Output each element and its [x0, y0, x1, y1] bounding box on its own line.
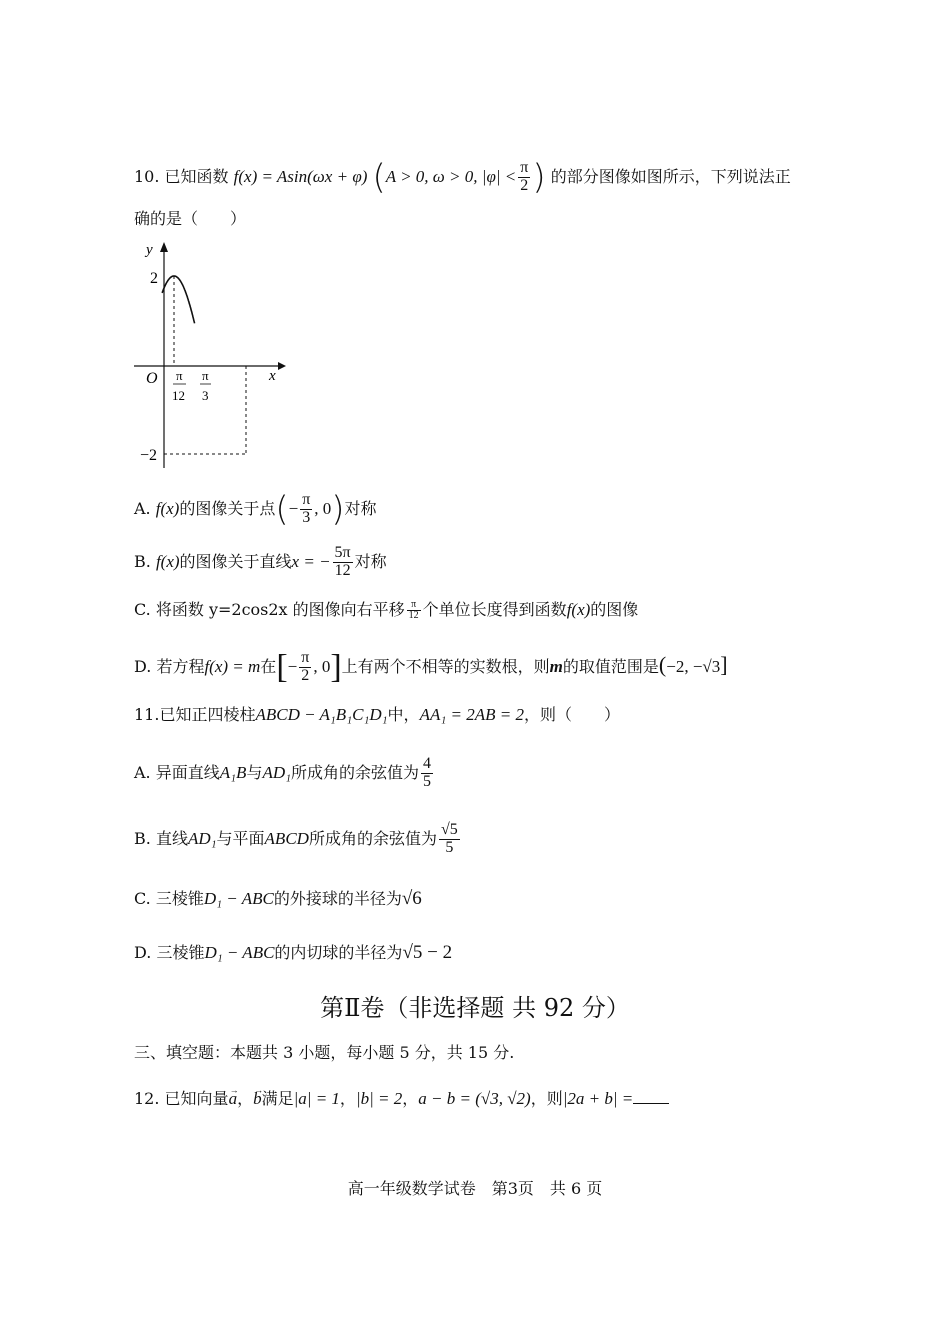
q10-text2: 的部分图像如图所示，下列说法正: [550, 166, 791, 186]
q10-option-c-frac-num: π: [407, 600, 421, 612]
q10-text3: 确的是（ ）: [134, 209, 247, 228]
q11-option-b-fraction: [439, 822, 460, 857]
q10-option-a-point-rest: , 0: [314, 498, 332, 518]
y-min-label: −2: [140, 447, 158, 464]
y-axis-label: y: [146, 242, 153, 258]
q11-option-c-value: √6: [401, 888, 422, 909]
origin-label: O: [146, 370, 158, 387]
q11-option-a: [134, 756, 435, 791]
tick1-denominator: 12: [172, 388, 185, 403]
q12-vector-b: → b: [253, 1086, 262, 1112]
q10-option-a-fx: f(x): [155, 498, 180, 518]
q11-option-a-line2: AD₁: [262, 762, 292, 782]
q10-option-c-fx: f(x): [566, 600, 591, 619]
sine-curve: [162, 276, 195, 323]
q10-option-d-label: D.: [134, 656, 152, 676]
q10-option-d-equation: f(x) = m: [204, 656, 261, 676]
q10-option-c-text1: 将函数 y=2cos2x 的图像向右平移: [155, 600, 405, 619]
q11-option-a-text2: 与: [246, 762, 263, 782]
q10-option-d-frac-num: π: [301, 649, 310, 666]
q10-function-graph: [130, 238, 290, 470]
q10-option-d-minus: −: [287, 656, 298, 676]
q11-option-b-label: B.: [134, 828, 151, 848]
q11-option-c: [134, 886, 422, 912]
q10-option-b-frac-num: 5π: [334, 544, 351, 561]
q10-option-a-label: A.: [134, 498, 151, 518]
q11-prism: ABCD − A₁B₁C₁D₁: [255, 705, 388, 724]
part3-heading: 三、填空题：本题共 3 小题，每小题 5 分，共 15 分.: [134, 1043, 515, 1062]
q10-option-b-text1: 的图像关于直线: [179, 551, 292, 571]
q11-option-a-text1: 异面直线: [155, 762, 220, 782]
q10-option-c-label: C.: [134, 600, 151, 619]
q11-option-b-text3: 所成角的余弦值为: [308, 828, 437, 848]
q10-option-d-range-close: ]: [720, 651, 728, 677]
q11-option-b-frac-num: √5: [440, 821, 458, 838]
q11-option-d-value: √5 − 2: [402, 942, 453, 963]
q11-option-a-text3: 所成角的余弦值为: [291, 762, 420, 782]
q11-option-b: [134, 822, 462, 857]
tick1-numerator: π: [176, 368, 183, 383]
q11-option-a-frac-num: 4: [423, 755, 432, 772]
q11-option-b-text2: 与平面: [216, 828, 265, 848]
q10-cond-frac-den: 2: [520, 176, 529, 194]
q10-option-a-paren-open: (: [275, 489, 289, 530]
q11-stem: [134, 702, 620, 728]
q10-option-d-fraction: [299, 650, 311, 685]
q10-option-c-frac-den: 12: [408, 610, 419, 621]
q10-option-a-frac-den: 3: [302, 508, 311, 526]
q10-option-d-text1: 若方程: [156, 656, 205, 676]
q10-paren-open: (: [372, 157, 386, 198]
q10-paren-close: ): [532, 157, 546, 198]
tick2-numerator: π: [202, 368, 209, 383]
q11-option-d-pyramid: D₁ − ABC: [204, 943, 275, 962]
q10-option-b-label: B.: [134, 551, 151, 571]
q12-condition2: |b| = 2: [355, 1089, 403, 1108]
q11-option-c-text2: 的外接球的半径为: [273, 889, 402, 908]
q10-option-b-fx: f(x): [155, 551, 180, 571]
q10-option-d: [134, 650, 728, 685]
q10-option-b-fraction: [333, 545, 353, 580]
q10-conditions: A > 0, ω > 0, |φ| <: [385, 166, 517, 186]
q10-option-a-minus: −: [288, 498, 299, 518]
q10-option-a-frac-num: π: [302, 491, 311, 508]
q12-text2: 满足: [261, 1089, 294, 1108]
section-title: 第Ⅱ卷（非选择题 共 92 分）: [320, 994, 630, 1022]
q11-option-d-label: D.: [134, 943, 152, 962]
q10-option-d-m: m: [549, 656, 563, 676]
q10-line2: [134, 206, 246, 232]
q11-text2: 中，: [387, 705, 420, 724]
q11-option-b-plane: ABCD: [264, 828, 309, 848]
q10-cond-fraction: [518, 160, 530, 195]
y-axis-arrow-icon: [160, 242, 168, 252]
q10-option-c-text3: 的图像: [590, 600, 639, 619]
q10-option-d-frac-den: 2: [301, 666, 310, 684]
q10-option-c: [134, 597, 638, 623]
q11-option-c-label: C.: [134, 889, 151, 908]
q11-option-d: [134, 940, 452, 966]
q10-option-c-text2: 个单位长度得到函数: [422, 600, 567, 619]
q10-number: 10.: [134, 166, 160, 186]
q11-option-c-pyramid: D₁ − ABC: [203, 889, 274, 908]
q11-option-d-text2: 的内切球的半径为: [274, 943, 403, 962]
q12-vector-a: → a: [229, 1086, 238, 1112]
q10-option-b-frac-den: 12: [334, 561, 351, 579]
q11-text1: 已知正四棱柱: [159, 705, 256, 724]
q10-option-c-fraction: [407, 600, 421, 622]
q10-cond-frac-num: π: [520, 159, 529, 176]
q12-text1: 已知向量: [164, 1089, 229, 1108]
q10-line1: [134, 157, 791, 198]
q12-question: |2a + b| =: [562, 1089, 634, 1108]
y-max-label: 2: [150, 270, 158, 287]
q10-option-d-text3: 上有两个不相等的实数根，则: [341, 656, 550, 676]
q12-condition3: a − b = (√3, √2): [418, 1089, 531, 1108]
q11-option-b-line: AD₁: [187, 828, 217, 848]
q10-option-d-interval-rest: , 0: [313, 656, 331, 676]
q11-number: 11.: [134, 705, 160, 724]
q11-option-c-text1: 三棱锥: [155, 889, 204, 908]
q10-option-d-bracket-close: ]: [330, 648, 342, 686]
q12-text3: ，则: [530, 1089, 563, 1108]
q10-option-a: [134, 489, 377, 530]
q10-option-b: [134, 545, 387, 580]
q10-function: f(x) = Asin(ωx + φ): [233, 166, 368, 186]
q10-option-d-bracket-open: [: [276, 648, 288, 686]
q11-option-a-fraction: [421, 756, 433, 791]
q10-option-d-range: −2, −√3: [666, 656, 721, 676]
q11-text3: ，则（ ）: [523, 705, 620, 724]
q11-equation: AA₁ = 2AB = 2: [419, 705, 524, 724]
q10-option-d-range-open: (: [658, 651, 667, 677]
x-axis-label: x: [269, 368, 276, 384]
tick2-denominator: 3: [202, 388, 209, 403]
q12-separator: ，: [237, 1089, 254, 1108]
q10-option-a-fraction: [300, 492, 312, 527]
q10-option-a-text2: 对称: [344, 498, 377, 518]
q10-option-b-text2: 对称: [354, 551, 387, 571]
q11-option-b-text1: 直线: [155, 828, 188, 848]
q10-option-d-text2: 在: [260, 656, 277, 676]
q11-option-a-line1: A₁B: [219, 762, 247, 782]
q12-number: 12.: [134, 1089, 160, 1108]
q10-option-d-text4: 的取值范围是: [562, 656, 659, 676]
q11-option-a-frac-den: 5: [423, 772, 432, 790]
q12-condition1: |a| = 1: [293, 1089, 340, 1108]
q10-text1: 已知函数: [164, 166, 229, 186]
x-axis-arrow-icon: [278, 362, 286, 370]
page-footer: 高一年级数学试卷 第3页 共 6 页: [347, 1179, 603, 1198]
q11-option-a-label: A.: [134, 762, 151, 782]
q10-option-b-equation: x = −: [291, 551, 331, 571]
q10-option-a-text1: 的图像关于点: [179, 498, 276, 518]
q10-option-a-paren-close: ): [331, 489, 345, 530]
q12-stem: 12. 已知向量→ a，→ b满足|a| = 1，|b| = 2，a − b = (√3, √2)，则|2a + b| =: [134, 1086, 669, 1112]
q11-option-d-text1: 三棱锥: [156, 943, 205, 962]
q11-option-b-frac-den: 5: [445, 838, 454, 856]
q12-answer-blank[interactable]: [633, 1089, 669, 1104]
